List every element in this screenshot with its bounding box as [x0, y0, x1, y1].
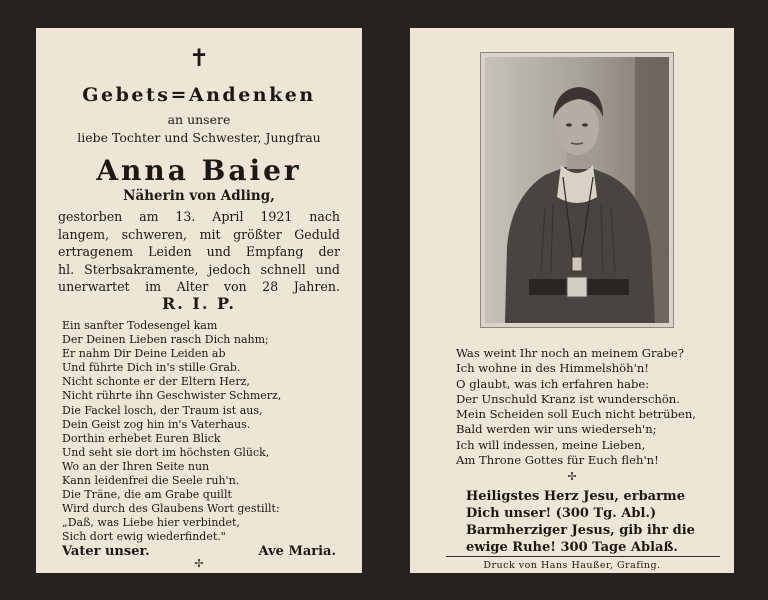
death-line: ertragenem Leiden und Empfang der [58, 244, 340, 259]
death-line: hl. Sterbsakramente, jedoch schnell und [58, 261, 340, 277]
verse-line: Der Unschuld Kranz ist wunderschön. [456, 391, 680, 406]
dedication-line-2: liebe Tochter und Schwester, Jungfrau [77, 130, 321, 145]
portrait-frame [480, 52, 674, 328]
poem-line: Ein sanfter Todesengel kam [62, 319, 218, 332]
verse-line: Ich will indessen, meine Lieben, [456, 437, 646, 452]
right-panel [410, 28, 734, 573]
poem-line: „Daß, was Liebe hier verbindet, [62, 516, 240, 530]
death-line: langem, schweren, mit größter Geduld [58, 226, 340, 242]
appeal-merciful-jesus [466, 522, 694, 556]
printer-credit: Druck von Hans Haußer, Grafing. [483, 560, 661, 571]
prayer-right: Ave Maria. [258, 544, 336, 559]
portrait-photo [485, 57, 669, 323]
poem-line: Wird durch des Glaubens Wort gestillt: [62, 502, 280, 516]
poem-line: Und führte Dich in's stille Grab. [62, 361, 241, 375]
deceased-name: Anna Baier [96, 154, 302, 187]
poem-line: Wo an der Ihren Seite nun [62, 459, 210, 473]
poem-line: Kann leidenfrei die Seele ruh'n. [62, 474, 240, 488]
cross-icon: ✝ [188, 44, 210, 72]
verse-line: Am Throne Gottes für Euch fleh'n! [456, 453, 659, 468]
poem-line: Nicht schonte er der Eltern Herz, [62, 375, 250, 389]
death-notice [58, 208, 340, 296]
memorial-poem [62, 319, 344, 545]
appeal-line: Dich unser! (300 Tg. Abl.) [466, 506, 657, 521]
left-panel [36, 28, 362, 573]
ornament-icon: ✢ [567, 470, 577, 483]
poem-line: Nicht rührte ihn Geschwister Schmerz, [62, 389, 282, 403]
poem-line: Er nahm Dir Deine Leiden ab [62, 347, 226, 361]
poem-line: Und seht sie dort im höchsten Glück, [62, 445, 270, 459]
appeal-line: ewige Ruhe! 300 Tage Ablaß. [466, 540, 678, 555]
dedication-line-1: an unsere [167, 112, 231, 127]
divider [446, 556, 720, 557]
poem-line: Der Deinen Lieben rasch Dich nahm; [62, 333, 269, 347]
death-line: unerwartet im Alter von 28 Jahren. [58, 279, 340, 294]
rip-text: R. I. P. [161, 294, 236, 313]
verse-line: Bald werden wir uns wiederseh'n; [456, 422, 657, 437]
death-line: gestorben am 13. April 1921 nach [58, 209, 340, 224]
prayer-left: Vater unser. [62, 544, 150, 559]
poem-line: Die Träne, die am Grabe quillt [62, 488, 232, 502]
appeal-sacred-heart [466, 488, 694, 522]
portrait-image [485, 57, 669, 323]
verse-line: Mein Scheiden soll Euch nicht betrüben, [456, 407, 696, 422]
appeal-line: Heiligstes Herz Jesu, erbarme [466, 489, 685, 504]
poem-line: Dein Geist zog hin in's Vaterhaus. [62, 417, 251, 431]
verse [456, 346, 704, 468]
poem-line: Die Fackel losch, der Traum ist aus, [62, 403, 263, 417]
ornament-icon: ✢ [194, 557, 204, 570]
verse-line: Ich wohne in des Himmelshöh'n! [456, 361, 649, 376]
poem-line: Sich dort ewig wiederfindet." [62, 530, 226, 544]
appeal-line: Barmherziger Jesus, gib ihr die [466, 523, 695, 538]
poem-line: Dorthin erhebet Euren Blick [62, 431, 221, 445]
verse-line: O glaubt, was ich erfahren habe: [456, 376, 650, 391]
verse-line: Was weint Ihr noch an meinem Grabe? [456, 346, 684, 360]
occupation: Näherin von Adling, [123, 188, 275, 204]
card-title: Gebets=Andenken [82, 84, 316, 106]
